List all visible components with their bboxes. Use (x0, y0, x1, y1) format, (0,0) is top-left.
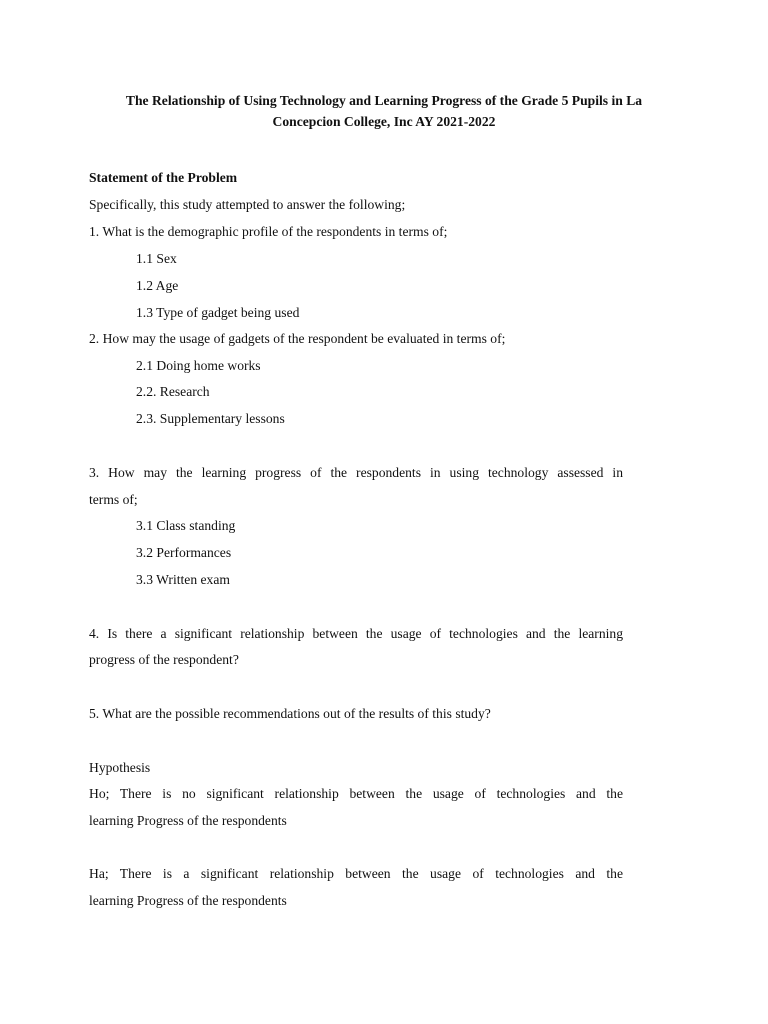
question-3-item: 3.1 Class standing (136, 518, 236, 533)
question-3-line-2: terms of; (89, 492, 138, 507)
question-1-item: 1.1 Sex (136, 251, 177, 266)
question-3-line-1: 3. How may the learning progress of the respondents in using technology assessed in (89, 465, 623, 480)
question-4-line-1: 4. Is there a significant relationship between the usage of technologies and the learning (89, 626, 623, 641)
hypothesis-heading: Hypothesis (89, 760, 151, 775)
null-hypothesis-line-2: learning Progress of the respondents (89, 813, 287, 828)
question-5: 5. What are the possible recommendations out of the results of this study? (89, 706, 491, 721)
alternative-hypothesis-line-2: learning Progress of the respondents (89, 893, 287, 908)
alternative-hypothesis-line-1: Ha; There is a significant relationship between the usage of technologies and the (89, 866, 623, 881)
null-hypothesis-line-1: Ho; There is no significant relationship between the usage of technologies and the (89, 786, 623, 801)
question-3-item: 3.2 Performances (136, 545, 232, 560)
question-2: 2. How may the usage of gadgets of the respondent be evaluated in terms of; (89, 331, 506, 346)
question-4-line-2: progress of the respondent? (89, 652, 239, 667)
question-3-item: 3.3 Written exam (136, 572, 230, 587)
sop-intro: Specifically, this study attempted to answer the following; (89, 197, 406, 212)
question-2-item: 2.2. Research (136, 384, 210, 399)
sop-heading: Statement of the Problem (89, 170, 238, 185)
question-1: 1. What is the demographic profile of the respondents in terms of; (89, 224, 448, 239)
question-1-item: 1.2 Age (136, 278, 179, 293)
title-line-1: The Relationship of Using Technology and Learning Progress of the Grade 5 Pupils in La (125, 93, 643, 108)
title-line-2: Concepcion College, Inc AY 2021-2022 (272, 114, 496, 129)
question-2-item: 2.3. Supplementary lessons (136, 411, 285, 426)
document-title (60, 90, 708, 132)
question-2-item: 2.1 Doing home works (136, 358, 261, 373)
question-1-item: 1.3 Type of gadget being used (136, 305, 300, 320)
